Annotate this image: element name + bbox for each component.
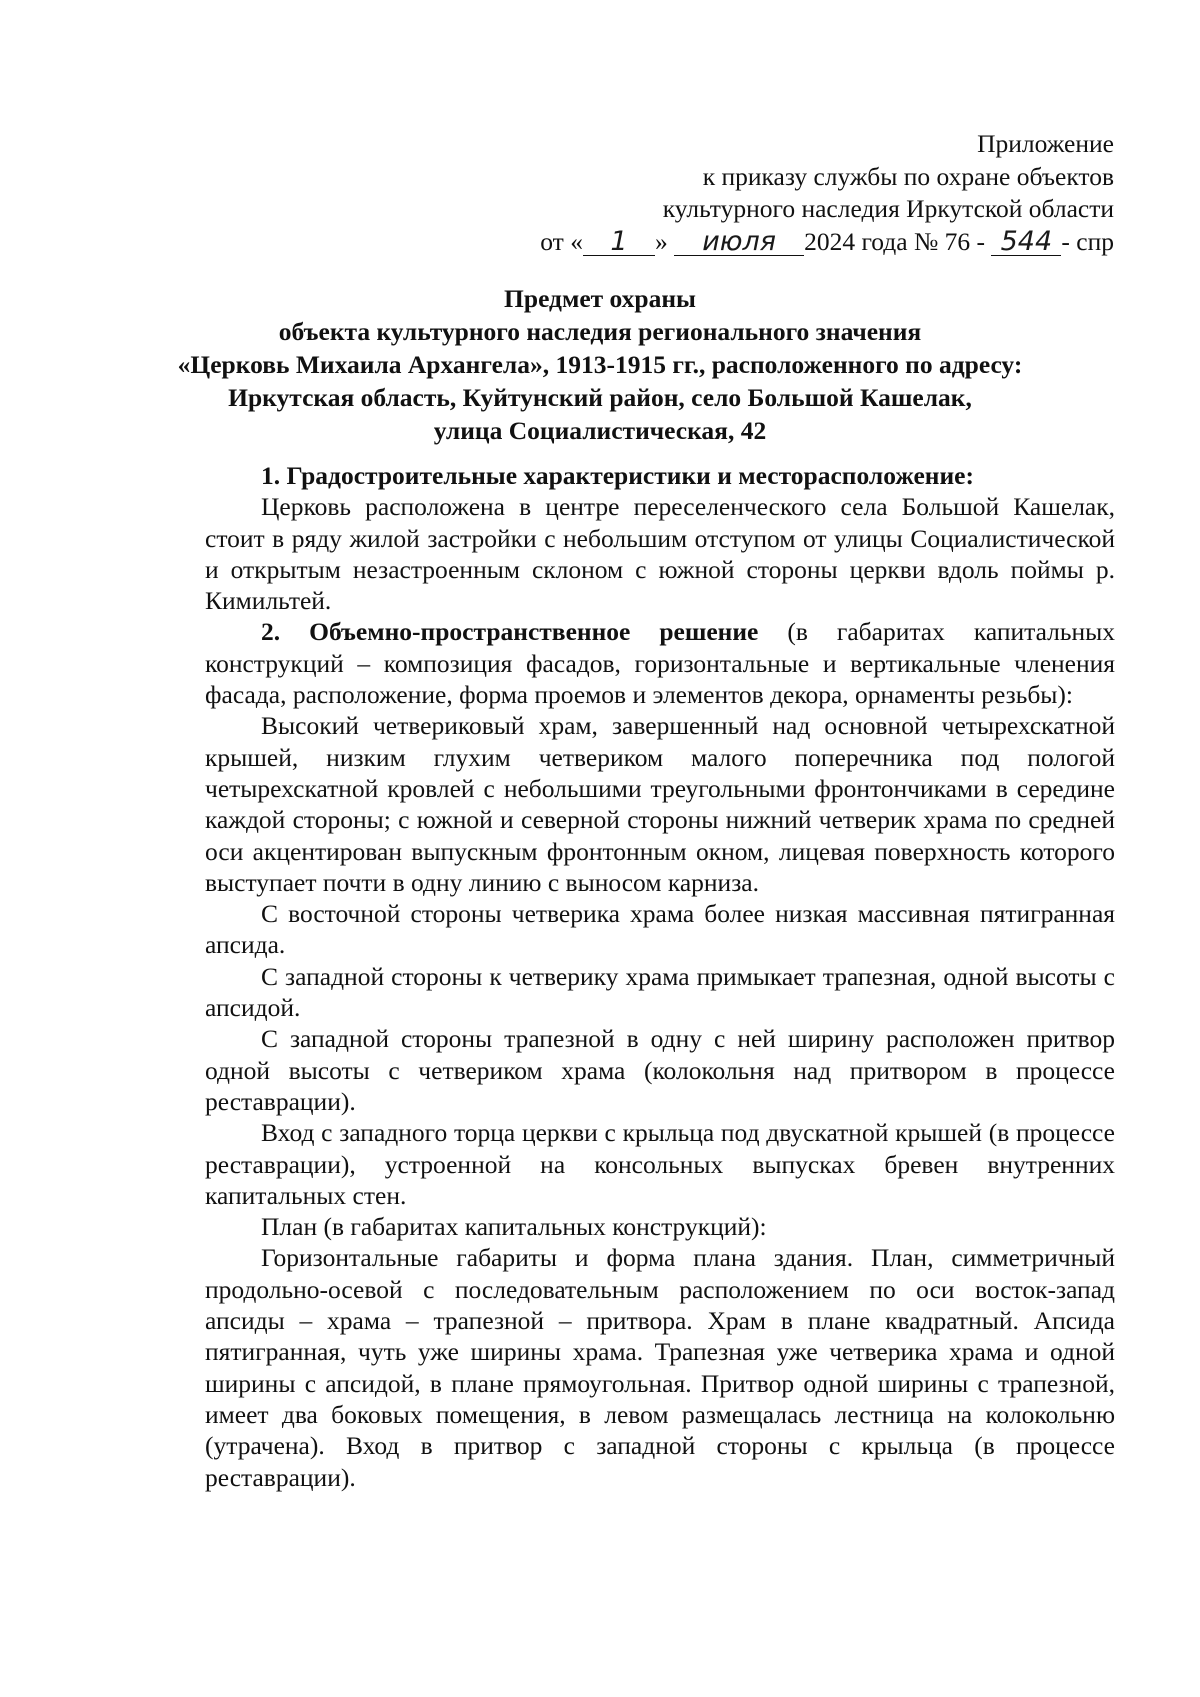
title-line-3: «Церковь Михаила Архангела», 1913-1915 гг., расположенного по адресу: bbox=[177, 350, 1023, 379]
paragraph: С западной стороны трапезной в одну с ней ширину расположен притвор одной высоты с четвериком храма (колокольня над притвором в процессе реставрации). bbox=[205, 1024, 1115, 1116]
title-line-2: объекта культурного наследия регионального значения bbox=[278, 317, 922, 346]
title-line-5: улица Социалистическая, 42 bbox=[433, 416, 767, 445]
issuer-line: культурного наследия Иркутской области bbox=[662, 194, 1114, 223]
order-prefix: от « bbox=[540, 226, 583, 256]
order-date-number-line bbox=[540, 226, 1114, 259]
paragraph: С западной стороны к четверику храма примыкает трапезная, одной высоты с апсидой. bbox=[205, 961, 1115, 1023]
appendix-label: Приложение bbox=[977, 129, 1114, 158]
section-2-heading-rest: (в габаритах капитальных конструкций – композиция фасадов, горизонтальные и вертикальные членения фасада, расположение, форма проемов и элементов декора, орнаменты резьбы): bbox=[205, 617, 1115, 710]
order-quote-close: » bbox=[654, 226, 668, 256]
appendix-header bbox=[540, 128, 1114, 258]
section-2-intro bbox=[205, 616, 1115, 710]
title-line-4: Иркутская область, Куйтунский район, село Большой Кашелак, bbox=[228, 383, 972, 412]
document-body bbox=[205, 460, 1115, 1493]
section-1-heading: 1. Градостроительные характеристики и месторасположение: bbox=[261, 461, 974, 490]
order-suffix: - спр bbox=[1061, 226, 1114, 256]
paragraph: С восточной стороны четверика храма более низкая массивная пятигранная апсида. bbox=[205, 899, 1115, 960]
section-1-text: Церковь расположена в центре переселенческого села Большой Кашелак, стоит в ряду жилой застройки с небольшим отступом от улицы Социалистической и открытым незастроенным склоном с южной стороны церкви вдоль поймы р. Кимильтей. bbox=[205, 492, 1115, 616]
section-2-heading: 2. Объемно-пространственное решение bbox=[261, 617, 759, 647]
title-line-1: Предмет охраны bbox=[504, 284, 696, 313]
paragraph: Высокий четвериковый храм, завершенный над основной четырехскатной крышей, низким глухим четвериком малого поперечника под пологой четырехскатной кровлей с небольшими треугольными фронтончиками в середине каждой стороны; с южной и северной стороны нижний четверик храма по средней оси акцентирован выпускным фронтонным окном, лицевая поверхность которого выступает почти в одну линию с выносом карниза. bbox=[205, 711, 1115, 897]
document-title bbox=[100, 282, 1100, 447]
order-number-handwritten: 544 bbox=[991, 229, 1061, 256]
plan-heading: План (в габаритах капитальных конструкций): bbox=[261, 1212, 767, 1242]
paragraph: Вход с западного торца церкви с крыльца под двускатной крышей (в процессе реставрации), устроенной на консольных выпусках бревен внутренних капитальных стен. bbox=[205, 1118, 1115, 1210]
order-reference-line: к приказу службы по охране объектов bbox=[702, 161, 1114, 191]
paragraph: Горизонтальные габариты и форма плана здания. План, симметричный продольно-осевой с последовательным расположением по оси восток-запад апсиды – храма – трапезной – притвора. Храм в плане квадратный. Апсида пятигранная, чуть уже ширины храма. Трапезная уже четверика храма и одной ширины с апсидой, в плане прямоугольная. Притвор одной ширины с трапезной, имеет два боковых помещения, в левом размещалась лестница на колокольню (утрачена). Вход в притвор с западной стороны с крыльца (в процессе реставрации). bbox=[205, 1243, 1115, 1492]
order-day-handwritten: 1 bbox=[583, 229, 655, 256]
order-year-text: 2024 года № 76 - bbox=[804, 226, 986, 256]
order-month-handwritten: июля bbox=[674, 229, 804, 256]
